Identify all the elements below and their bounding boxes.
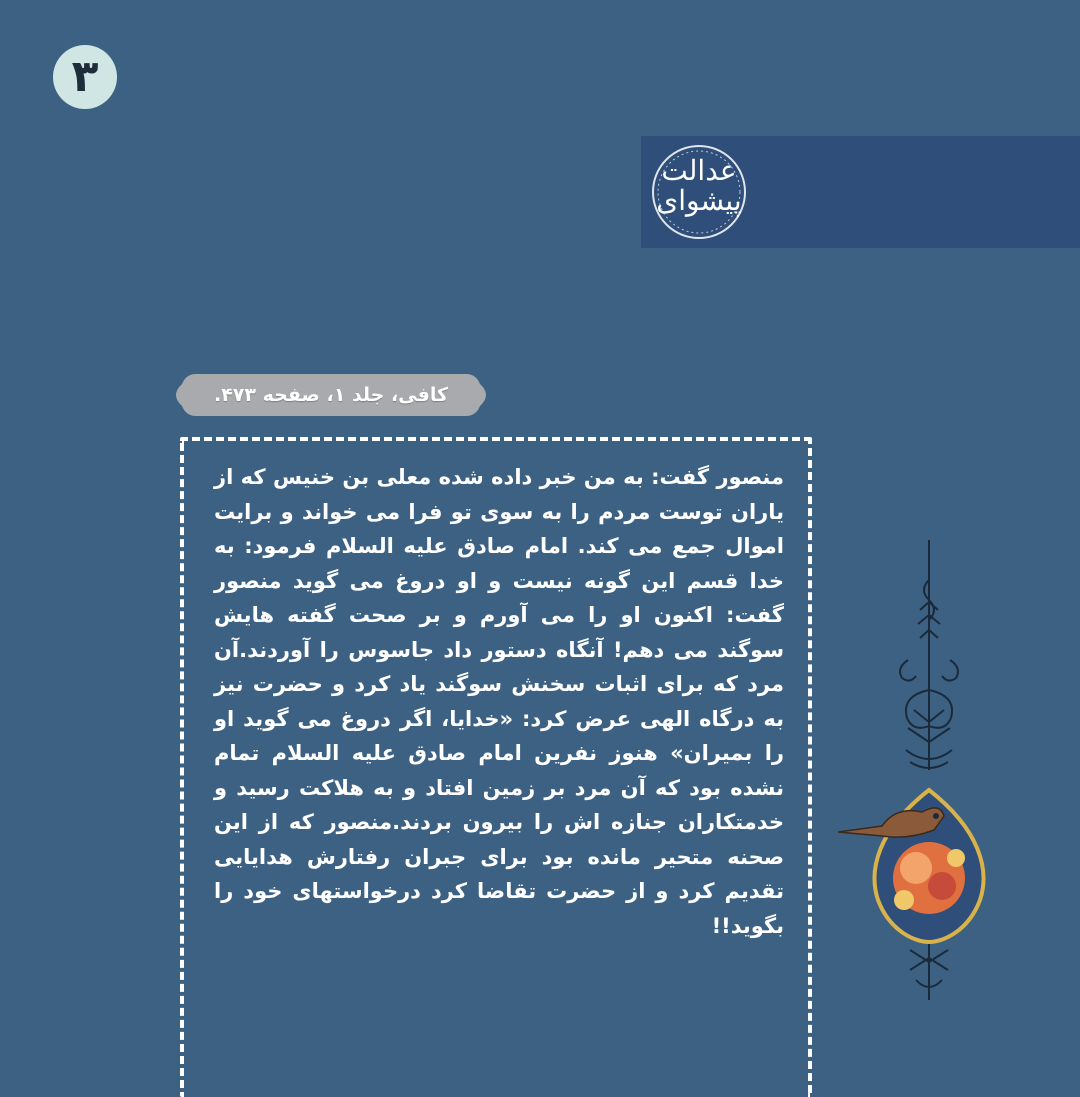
logo-line-2: پیشوای <box>656 184 742 217</box>
ornament-icon <box>838 540 1008 1000</box>
page-number-badge: ۳ <box>53 45 117 109</box>
logo-band <box>641 136 1080 248</box>
story-frame <box>180 437 812 1097</box>
story-text: منصور گفت: به من خبر داده شده معلی بن خنیس که از یاران توست مردم را به سوی تو فرا می خواند و برایت اموال جمع می کند. امام صادق علیه السلام فرمود: به خدا قسم این گونه نیست و او دروغ می گوید منصور گفت: اکنون او را می آورم و بر صحت گفته هایش سوگند می دهم! آنگاه دستور داد جاسوس را آوردند.آن مرد که برای اثبات سخنش سوگند یاد کرد و حضرت نیز به درگاه الهی عرض کرد: «خدایا، اگر دروغ می گوید او را بمیران» هنوز نفرین امام صادق علیه السلام تمام نشده بود که آن مرد بر زمین افتاد و به هلاکت رسید و خدمتکاران جنازه اش را بیرون بردند.منصور که از این صحنه متحیر مانده بود برای جبران رفتارش هدایایی تقدیم کرد و از حضرت تقاضا کرد درخواستهای خود را بگوید!! <box>214 465 784 938</box>
logo-line-1: عدالت <box>661 154 737 187</box>
logo-title <box>651 156 747 216</box>
source-citation-tag <box>170 370 492 420</box>
source-citation-text: کافی، جلد ۱، صفحه ۴۷۳. <box>213 384 449 406</box>
